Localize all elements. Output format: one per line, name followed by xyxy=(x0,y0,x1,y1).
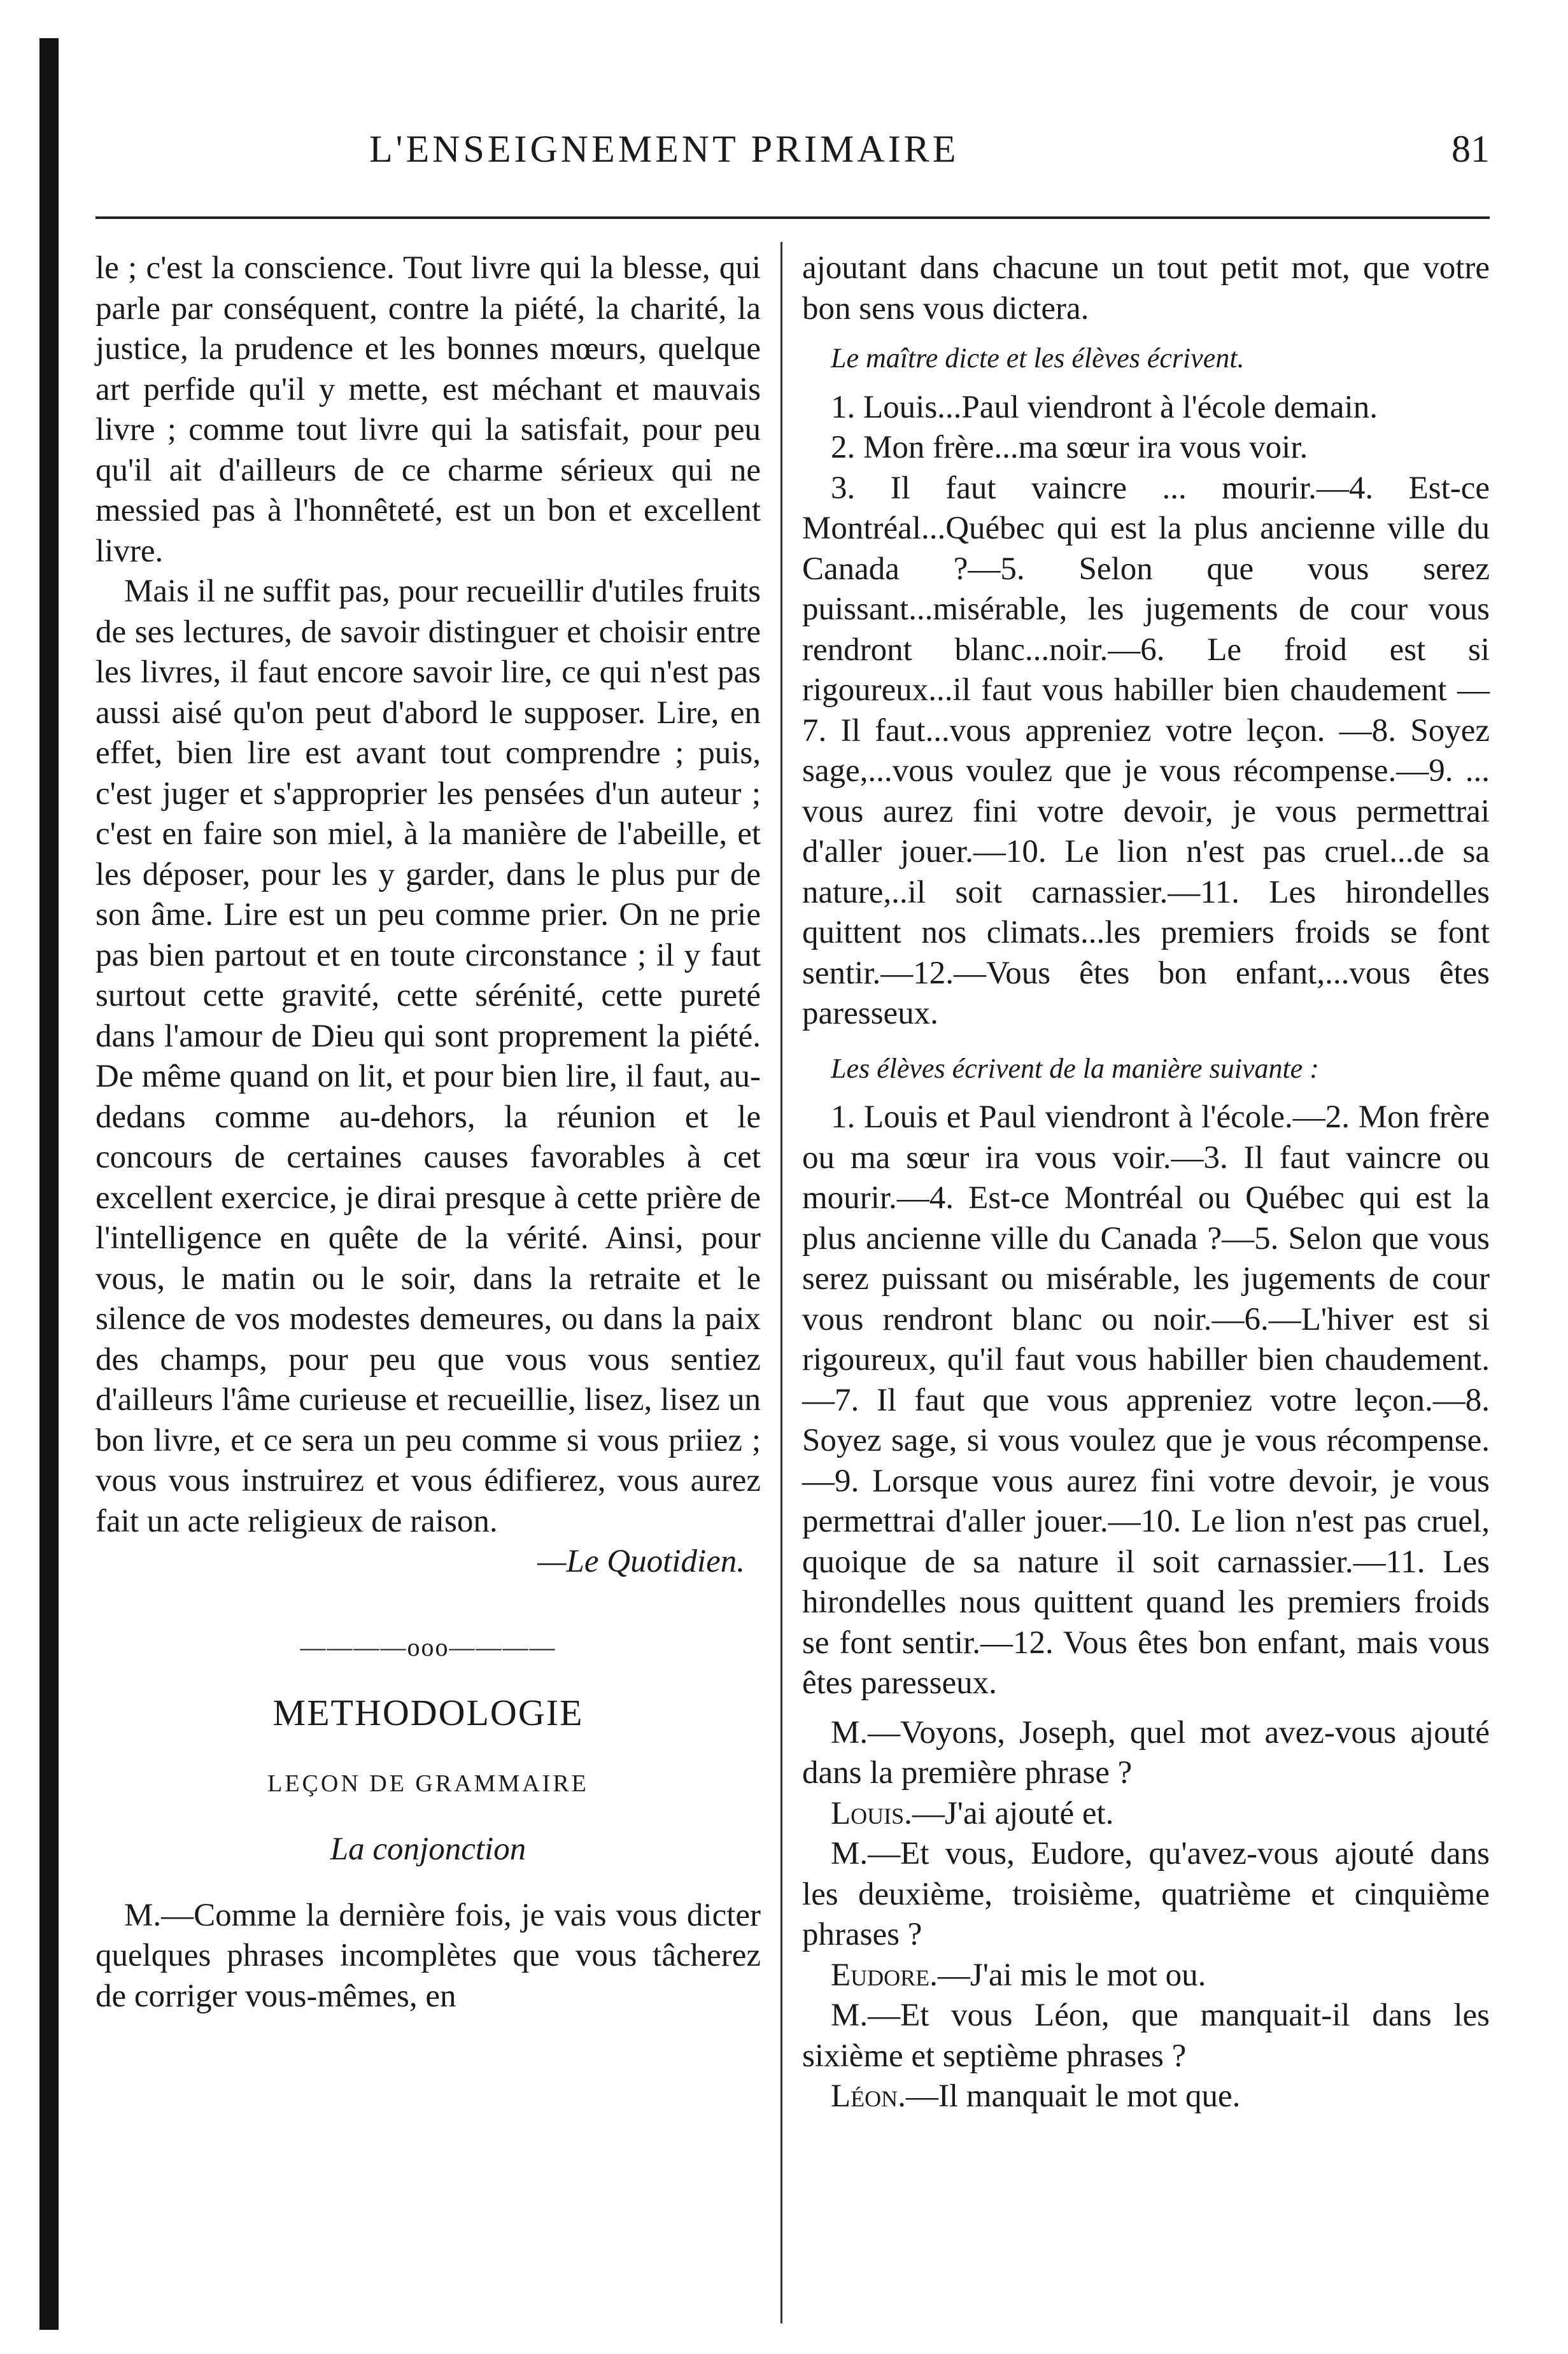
book-page xyxy=(95,121,1490,2311)
running-title: L'ENSEIGNEMENT PRIMAIRE xyxy=(369,128,959,170)
dialog-line-6 xyxy=(802,2076,1490,2117)
left-column xyxy=(95,248,761,2017)
left-paragraph-3: M.—Comme la dernière fois, je vais vous dicter quelques phrases incomplètes que vous tâcherez de corriger vous-mêmes, en xyxy=(95,1897,761,2014)
dialog-line-4 xyxy=(802,1956,1490,1996)
left-paragraph-1: le ; c'est la conscience. Tout livre qui la blesse, qui parle par conséquent, contre la piété, la charité, la justice, la prudence et les bonnes mœurs, quelque art perfide qu'il y mette, est méchant et mauvais livre ; comme tout livre qui la satisfait, pour peu qu'il ait d'ailleurs de ce charme sérieux qui ne messied pas à l'honnêteté, est un bon et excellent livre. xyxy=(95,250,761,569)
lesson-title: LEÇON DE GRAMMAIRE xyxy=(267,1770,589,1797)
dialog-text-2: —J'ai ajouté et. xyxy=(912,1795,1114,1831)
right-column xyxy=(802,248,1490,2117)
dialog-text-6: —Il manquait le mot que. xyxy=(905,2078,1241,2114)
dialog-line-2 xyxy=(802,1794,1490,1835)
section-title: METHODOLOGIE xyxy=(272,1692,584,1733)
speaker-leon: Léon. xyxy=(831,2078,906,2114)
topic-title: La conjonction xyxy=(330,1831,526,1867)
dictation-line-3: 3. Il faut vaincre ... mourir.—4. Est-ce Montréal...Québec qui est la plus ancienne ville du Canada ?—5. Selon que vous serez puissant...misérable, les jugements de cour vous rendront blanc...noir.—6. Le froid est si rigoureux...il faut vous habiller bien chaudement —7. Il faut...vous appreniez votre leçon. —8. Soyez sage,...vous voulez que je vous récompense.—9. ... vous aurez fini votre devoir, je vous permettrai d'aller jouer.—10. Le lion n'est pas cruel...de sa nature,..il soit carnassier.—11. Les hirondelles quittent nos climats...les premiers froids se font sentir.—12.—Vous êtes bon enfant,...vous êtes paresseux. xyxy=(802,470,1490,1031)
binding-edge xyxy=(39,38,59,2330)
dialog-line-1: M.—Voyons, Joseph, quel mot avez-vous ajouté dans la première phrase ? xyxy=(802,1714,1490,1791)
speaker-louis: Louis. xyxy=(831,1795,912,1831)
running-header xyxy=(95,121,1490,191)
section-separator: ————ooo———— xyxy=(300,1632,556,1661)
page-number: 81 xyxy=(1451,128,1490,170)
attribution: —Le Quotidien. xyxy=(537,1544,745,1579)
column-divider xyxy=(780,242,782,2323)
speaker-eudore: Eudore. xyxy=(831,1957,938,1993)
header-rule xyxy=(95,216,1490,219)
dictation-line-2: 2. Mon frère...ma sœur ira vous voir. xyxy=(831,430,1308,465)
dictation-line-1: 1. Louis...Paul viendront à l'école demain. xyxy=(831,389,1378,425)
left-paragraph-2: Mais il ne suffit pas, pour recueillir d'utiles fruits de ses lectures, de savoir distinguer et choisir entre les livres, il faut encore savoir lire, ce qui n'est pas aussi aisé qu'on peut d'abord le supposer. Lire, en effet, bien lire est avant tout comprendre ; puis, c'est juger et s'approprier les pensées d'un auteur ; c'est en faire son miel, à la manière de l'abeille, et les déposer, pour les y garder, dans le plus pur de son âme. Lire est un peu comme prier. On ne prie pas bien partout et en toute circonstance ; il y faut surtout cette gravité, cette sérénité, cette pureté dans l'amour de Dieu qui sont proprement la piété. De même quand on lit, et pour bien lire, il faut, au-dedans comme au-dehors, la réunion et le concours de certaines causes favorables à cet excellent exercice, je dirai presque à cette prière de l'intelligence en quête de la vérité. Ainsi, pour vous, le matin ou le soir, dans la retraite et le silence de vos modestes demeures, ou dans la paix des champs, pour peu que vous vous sentiez d'ailleurs l'âme curieuse et recueillie, lisez, lisez un bon livre, et ce sera un peu comme si vous priiez ; vous vous instruirez et vous édifierez, vous aurez fait un acte religieux de raison. xyxy=(95,574,761,1539)
right-paragraph-1: ajoutant dans chacune un tout petit mot, que votre bon sens vous dictera. xyxy=(802,250,1490,327)
answers-paragraph: 1. Louis et Paul viendront à l'école.—2. Mon frère ou ma sœur ira vous voir.—3. Il faut vaincre ou mourir.—4. Est-ce Montréal ou Québec qui est la plus ancienne ville du Canada ?—5. Selon que vous serez puissant ou misérable, les jugements de cour vous rendront blanc ou noir.—6.—L'hiver est si rigoureux, qu'il faut vous habiller bien chaudement.—7. Il faut que vous appreniez votre leçon.—8. Soyez sage, si vous voulez que je vous récompense.—9. Lorsque vous aurez fini votre devoir, je vous permettrai d'aller jouer.—10. Le lion n'est pas cruel, quoique de sa nature il soit carnassier.—11. Les hirondelles nous quittent quand les premiers froids se font sentir.—12. Vous êtes bon enfant, mais vous êtes paresseux. xyxy=(802,1099,1490,1701)
dialog-line-5: M.—Et vous Léon, que manquait-il dans les sixième et septième phrases ? xyxy=(802,1998,1490,2074)
answers-instruction: Les élèves écrivent de la manière suivante : xyxy=(831,1052,1319,1084)
dialog-line-3: M.—Et vous, Eudore, qu'avez-vous ajouté dans les deuxième, troisième, quatrième et cinquième phrases ? xyxy=(802,1836,1490,1952)
dictation-instruction: Le maître dicte et les élèves écrivent. xyxy=(831,342,1245,374)
dialog-text-4: —J'ai mis le mot ou. xyxy=(937,1957,1206,1993)
